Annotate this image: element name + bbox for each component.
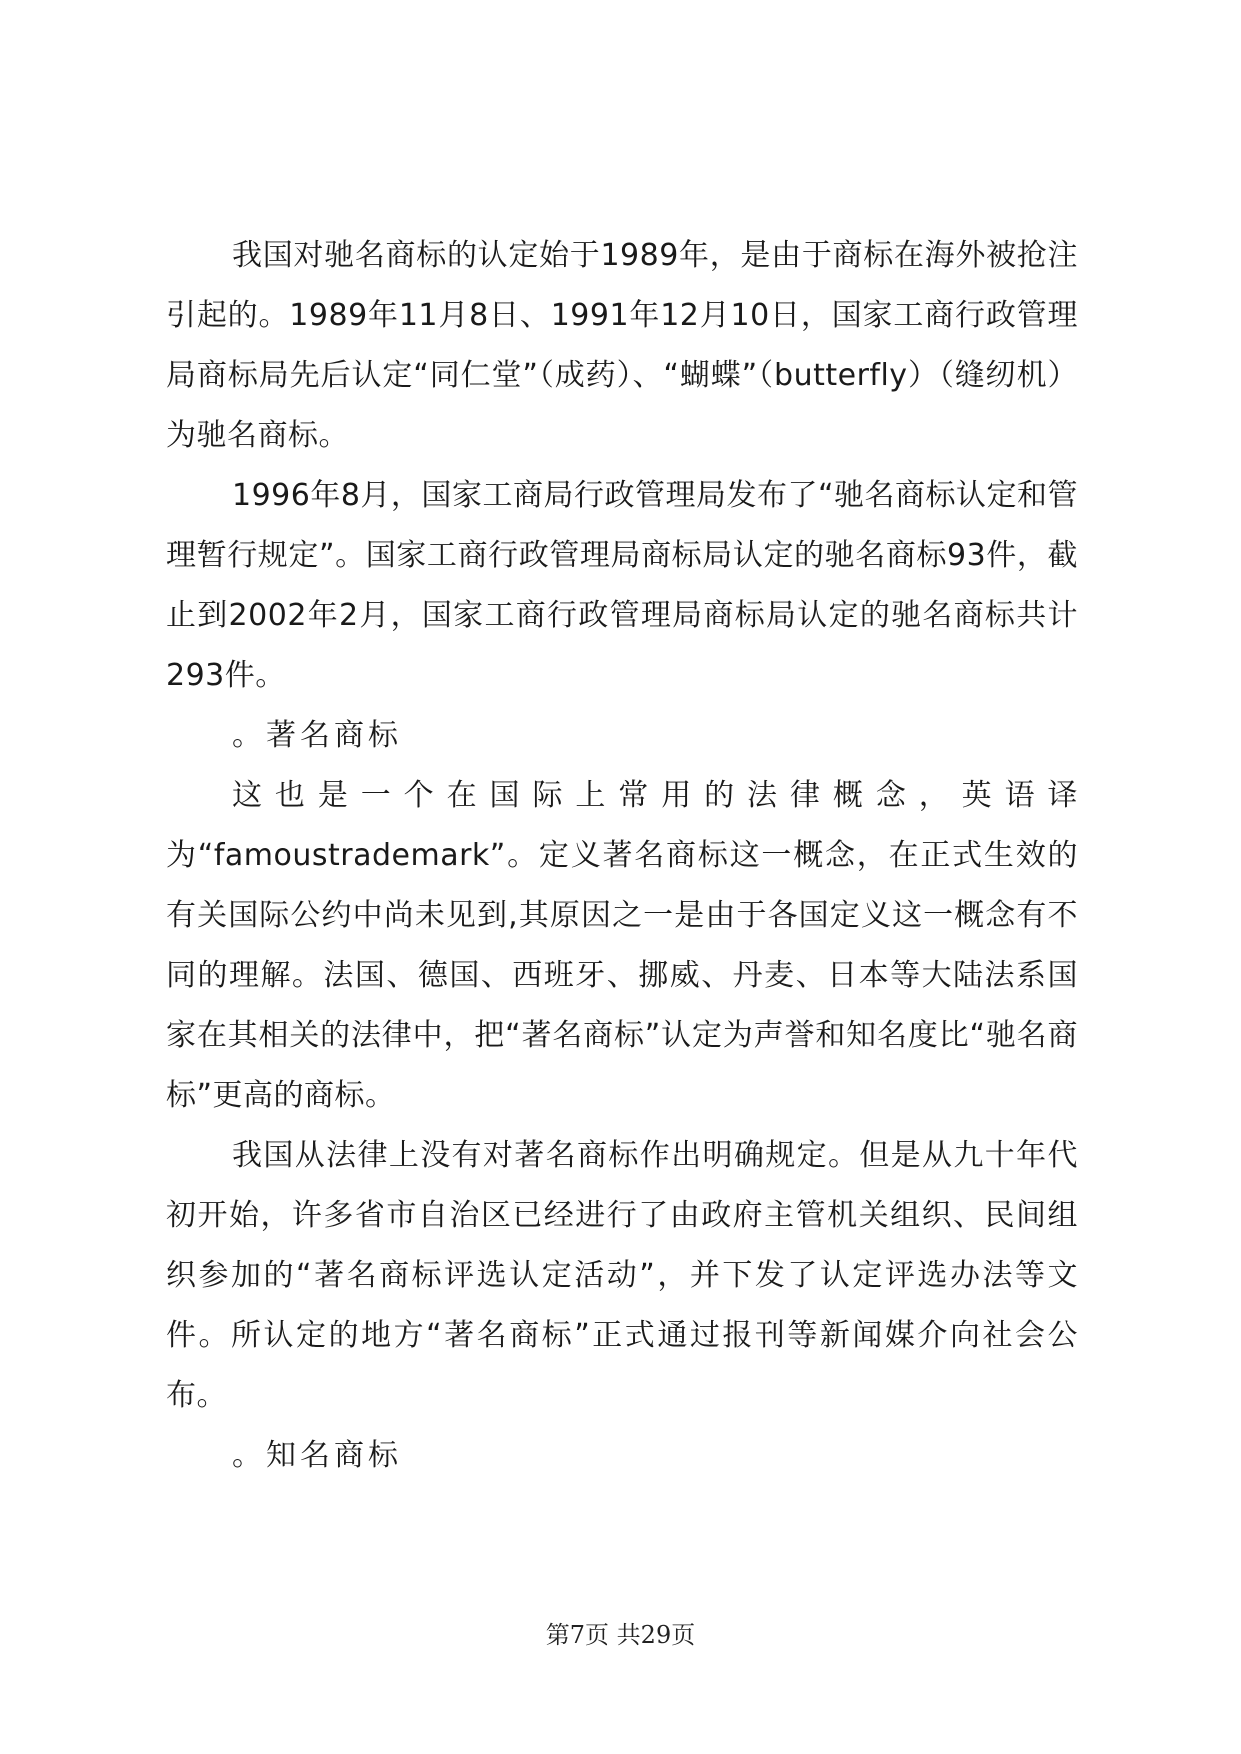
section-heading-known-trademark: 。知名商标 <box>232 1438 402 1473</box>
paragraph-well-known-trademark-history: 我国对驰名商标的认定始于1989年，是由于商标在海外被抢注引起的。1989年11月8日、1991年12月10日，国家工商行政管理局商标局先后认定“同仁堂”（成药）、“蝴蝶”（butterfly）（缝纫机）为驰名商标。 <box>166 238 1078 453</box>
paragraph-famous-trademark-definition: 这也是一个在国际上常用的法律概念，英语译为“famoustrademark”。定义著名商标这一概念，在正式生效的有关国际公约中尚未见到,其原因之一是由于各国定义这一概念有不同的理解。法国、德国、西班牙、挪威、丹麦、日本等大陆法系国家在其相关的法律中，把“著名商标”认定为声誉和知名度比“驰名商标”更高的商标。 <box>166 778 1078 1113</box>
page-number-footer: 第7页 共29页 <box>545 1621 696 1649</box>
document-body <box>166 226 1078 1486</box>
paragraph-famous-trademark-china: 我国从法律上没有对著名商标作出明确规定。但是从九十年代初开始，许多省市自治区已经进行了由政府主管机关组织、民间组织参加的“著名商标评选认定活动”，并下发了认定评选办法等文件。所认定的地方“著名商标”正式通过报刊等新闻媒介向社会公布。 <box>166 1138 1078 1413</box>
section-heading-famous-trademark: 。著名商标 <box>232 718 402 753</box>
paragraph-regulation-1996: 1996年8月，国家工商局行政管理局发布了“驰名商标认定和管理暂行规定”。国家工商行政管理局商标局认定的驰名商标93件，截止到2002年2月，国家工商行政管理局商标局认定的驰名商标共计293件。 <box>166 478 1078 693</box>
